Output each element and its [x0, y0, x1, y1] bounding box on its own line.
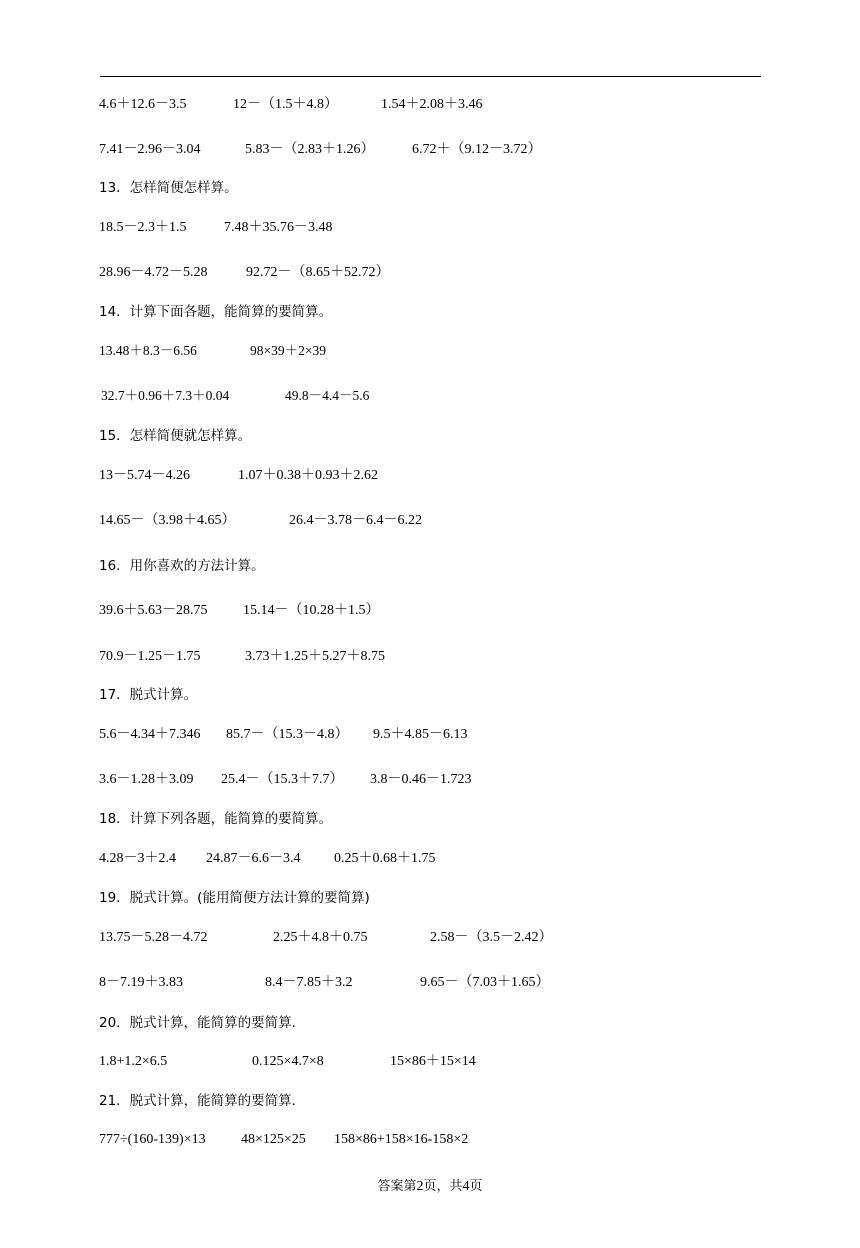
- expression: 1.07＋0.38＋0.93＋2.62: [238, 468, 378, 483]
- expression: 28.96－4.72－5.28: [99, 265, 208, 280]
- expression: 15×86＋15×14: [390, 1054, 476, 1069]
- expression-row: [99, 464, 378, 488]
- question-heading: 20．脱式计算，能简算的要简算．: [99, 1015, 306, 1031]
- expression-row: [99, 723, 468, 747]
- footer-mid: 页，共: [423, 1179, 463, 1194]
- expression: 13－5.74－4.26: [99, 468, 190, 483]
- expression: 48×125×25: [241, 1132, 306, 1147]
- footer-prefix: 答案第: [377, 1179, 417, 1194]
- page-footer: [0, 1175, 860, 1199]
- expression-row: [99, 645, 385, 669]
- expression-row: [99, 926, 553, 950]
- expression: 18.5－2.3＋1.5: [99, 220, 187, 235]
- footer-total-pages: 4: [462, 1179, 470, 1194]
- expression-row: [99, 847, 436, 871]
- expression-row: [99, 971, 550, 995]
- expression: 777÷(160-139)×13: [99, 1132, 206, 1147]
- expression-row: [99, 599, 380, 623]
- expression: 12－（1.5＋4.8）: [233, 97, 338, 112]
- expression-row: [99, 1128, 469, 1152]
- expression: 4.6＋12.6－3.5: [99, 97, 187, 112]
- expression: 9.5＋4.85－6.13: [373, 727, 468, 742]
- expression: 9.65－（7.03＋1.65）: [420, 975, 550, 990]
- expression: 8.4－7.85＋3.2: [265, 975, 353, 990]
- expression: 13.48＋8.3－6.56: [99, 343, 197, 358]
- expression: 49.8－4.4－5.6: [285, 388, 370, 403]
- expression: 5.83－（2.83＋1.26）: [245, 142, 375, 157]
- question-heading: 17．脱式计算。: [99, 687, 198, 703]
- expression: 7.48＋35.76－3.48: [224, 220, 333, 235]
- expression: 4.28－3＋2.4: [99, 851, 176, 866]
- expression-row: [99, 93, 483, 117]
- expression: 92.72－（8.65＋52.72）: [246, 265, 390, 280]
- question-heading: 16．用你喜欢的方法计算。: [99, 558, 265, 574]
- expression-row: [99, 1050, 476, 1074]
- footer-page-number: 2: [416, 1179, 424, 1194]
- expression-row: [99, 509, 422, 533]
- expression: 0.125×4.7×8: [252, 1054, 324, 1069]
- question-heading: 18．计算下列各题，能简算的要简算。: [99, 811, 333, 827]
- question-heading: 15．怎样简便就怎样算。: [99, 428, 252, 444]
- question-heading: 19．脱式计算。(能用简便方法计算的要简算): [99, 890, 370, 906]
- question-heading: 21．脱式计算，能简算的要简算．: [99, 1093, 306, 1109]
- footer-suffix: 页: [469, 1179, 483, 1194]
- expression: 6.72＋（9.12－3.72）: [412, 142, 542, 157]
- expression: 13.75－5.28－4.72: [99, 930, 208, 945]
- expression-row: [99, 216, 333, 240]
- expression: 39.6＋5.63－28.75: [99, 603, 208, 618]
- expression: 0.25＋0.68＋1.75: [334, 851, 436, 866]
- expression-row: [99, 339, 326, 363]
- expression-row: [99, 138, 542, 162]
- question-heading: 14．计算下面各题，能简算的要简算。: [99, 304, 333, 320]
- expression: 2.58－（3.5－2.42）: [430, 930, 553, 945]
- expression: 25.4－（15.3＋7.7）: [221, 772, 344, 787]
- expression: 98×39＋2×39: [250, 343, 326, 358]
- expression: 158×86+158×16-158×2: [334, 1132, 469, 1147]
- expression: 85.7－（15.3－4.8）: [226, 727, 349, 742]
- expression-row: [99, 768, 472, 792]
- expression: 15.14－（10.28＋1.5）: [243, 603, 380, 618]
- expression-row: [99, 384, 370, 408]
- expression: 7.41－2.96－3.04: [99, 142, 201, 157]
- expression: 5.6－4.34＋7.346: [99, 727, 201, 742]
- expression: 26.4－3.78－6.4－6.22: [289, 513, 422, 528]
- expression: 2.25＋4.8＋0.75: [273, 930, 368, 945]
- expression: 1.54＋2.08＋3.46: [381, 97, 483, 112]
- question-heading: 13．怎样简便怎样算。: [99, 180, 238, 196]
- expression: 24.87－6.6－3.4: [206, 851, 301, 866]
- expression: 8－7.19＋3.83: [99, 975, 183, 990]
- expression: 3.8－0.46－1.723: [370, 772, 472, 787]
- expression: 1.8+1.2×6.5: [99, 1054, 168, 1069]
- expression-row: [99, 261, 390, 285]
- expression: 32.7＋0.96＋7.3＋0.04: [101, 388, 230, 403]
- expression: 14.65－（3.98＋4.65）: [99, 513, 236, 528]
- expression: 70.9－1.25－1.75: [99, 649, 201, 664]
- expression: 3.6－1.28＋3.09: [99, 772, 194, 787]
- expression: 3.73＋1.25＋5.27＋8.75: [245, 649, 385, 664]
- header-rule: [100, 76, 761, 77]
